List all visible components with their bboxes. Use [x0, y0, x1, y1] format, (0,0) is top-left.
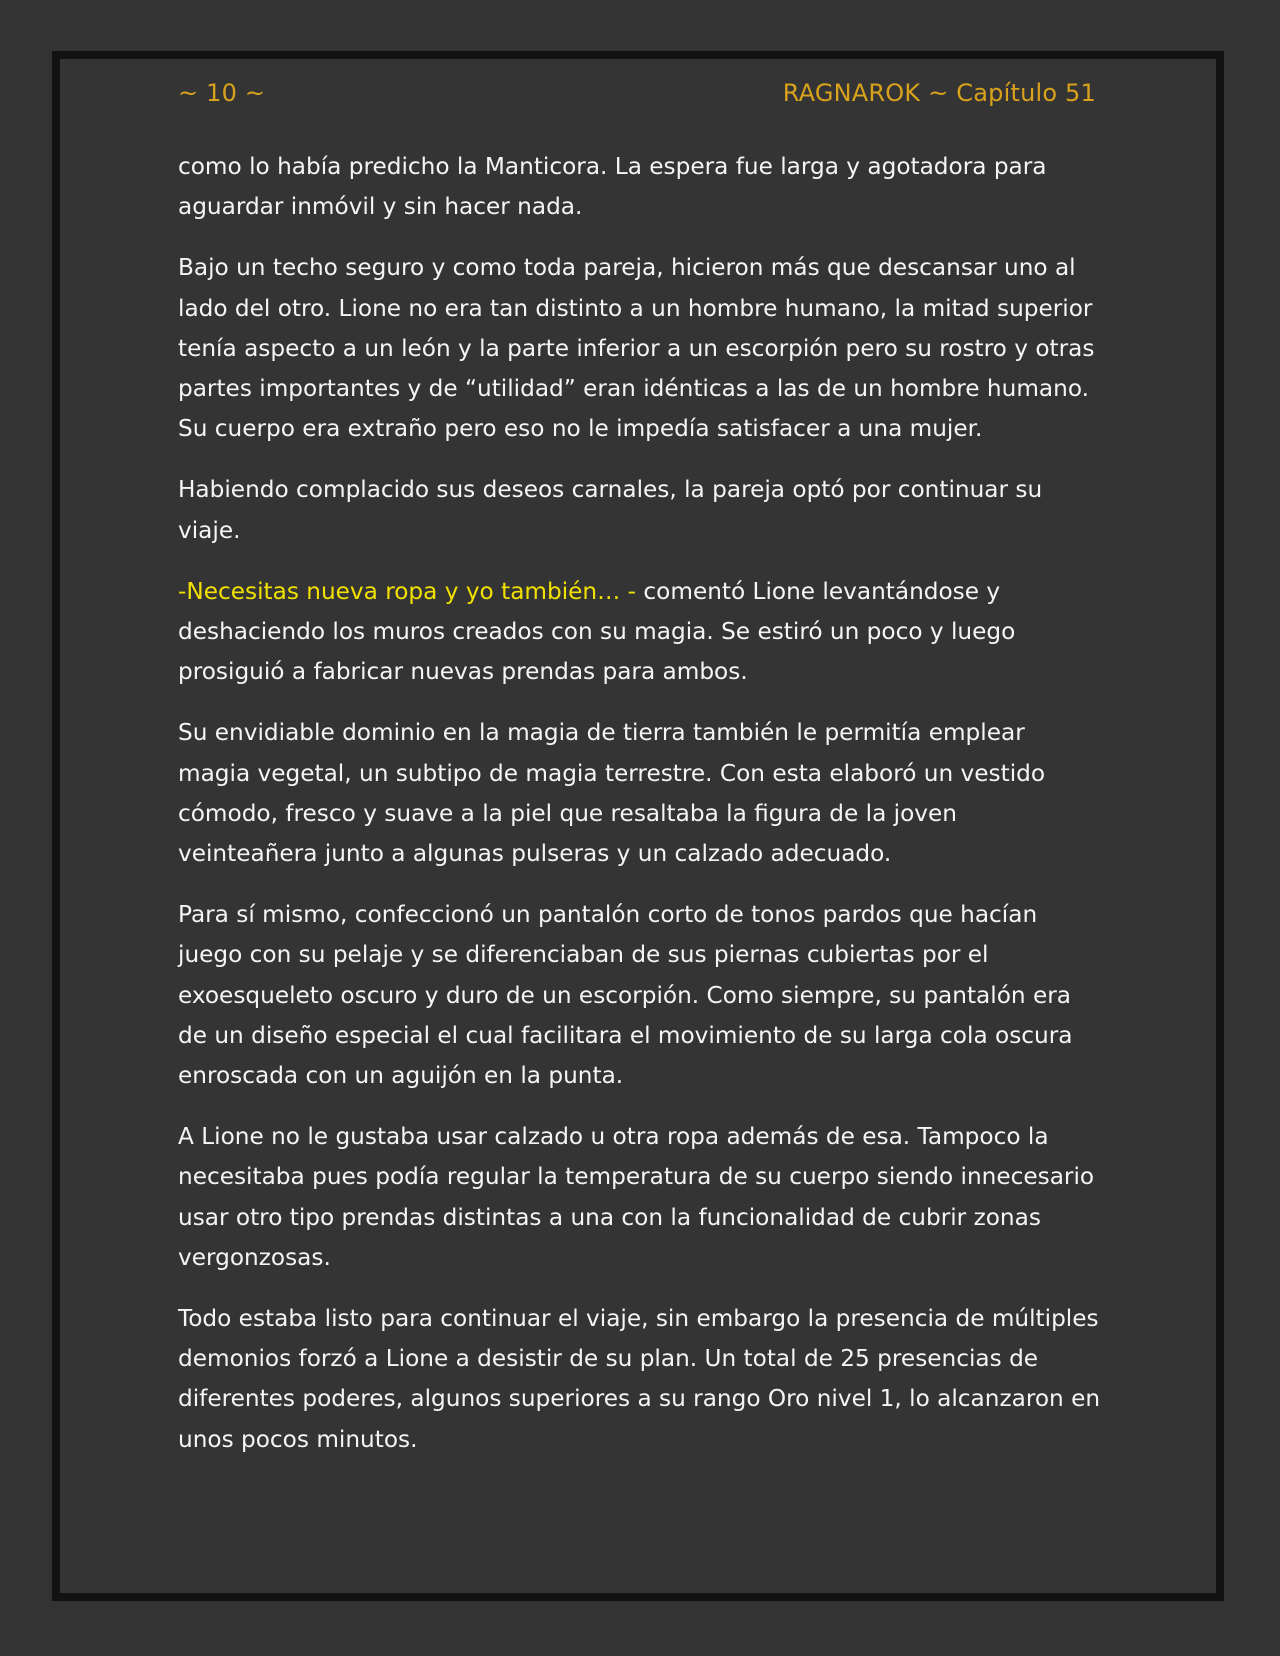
paragraph-1: como lo había predicho la Manticora. La espera fue larga y agotadora para aguardar inmóvil y sin hacer nada.	[178, 153, 1047, 221]
page-number: ~ 10 ~	[178, 79, 266, 107]
paragraph-8: Todo estaba listo para continuar el viaje, sin embargo la presencia de múltiples demonios forzó a Lione a desistir de su plan. Un total de 25 presencias de diferentes poderes, algunos superiores a su rango Oro nivel 1, lo alcanzaron en unos pocos minutos.	[178, 1305, 1101, 1453]
paragraph-4	[178, 572, 1103, 693]
paragraph-2: Bajo un techo seguro y como toda pareja, hicieron más que descansar uno al lado del otro. Lione no era tan distinto a un hombre humano, la mitad superior tenía aspecto a un león y la parte inferior a un escorpión pero su rostro y otras partes importantes y de “utilidad” eran idénticas a las de un hombre humano. Su cuerpo era extraño pero eso no le impedía satisfacer a una mujer.	[178, 254, 1095, 443]
paragraph-7: A Lione no le gustaba usar calzado u otra ropa además de esa. Tampoco la necesitaba pues podía regular la temperatura de su cuerpo siendo innecesario usar otro tipo prendas distintas a una con la funcionalidad de cubrir zonas vergonzosas.	[178, 1123, 1095, 1271]
paragraph-5: Su envidiable dominio en la magia de tierra también le permitía emplear magia vegetal, un subtipo de magia terrestre. Con esta elaboró un vestido cómodo, fresco y suave a la piel que resaltaba la figura de la joven veinteañera junto a algunas pulseras y un calzado adecuado.	[178, 719, 1046, 868]
paragraph-6: Para sí mismo, confeccionó un pantalón corto de tonos pardos que hacían juego con su pelaje y se diferenciaban de sus piernas cubiertas por el exoesqueleto oscuro y duro de un escorpión. Como siempre, su pantalón era de un diseño especial el cual facilitara el movimiento de su larga cola oscura enroscada con un aguijón en la punta.	[178, 901, 1073, 1090]
narration-text: comentó Lione levantándose y deshaciendo los muros creados con su magia. Se estiró un poco y luego prosiguió a fabricar nuevas prendas para ambos.	[178, 577, 1016, 686]
chapter-title: RAGNAROK ~ Capítulo 51	[782, 79, 1096, 107]
page-header	[178, 75, 1096, 111]
dialogue-text: -Necesitas nueva ropa y yo también… -	[178, 577, 637, 605]
chapter-body	[178, 147, 1103, 1481]
paragraph-3: Habiendo complacido sus deseos carnales, la pareja optó por continuar su viaje.	[178, 476, 1043, 544]
